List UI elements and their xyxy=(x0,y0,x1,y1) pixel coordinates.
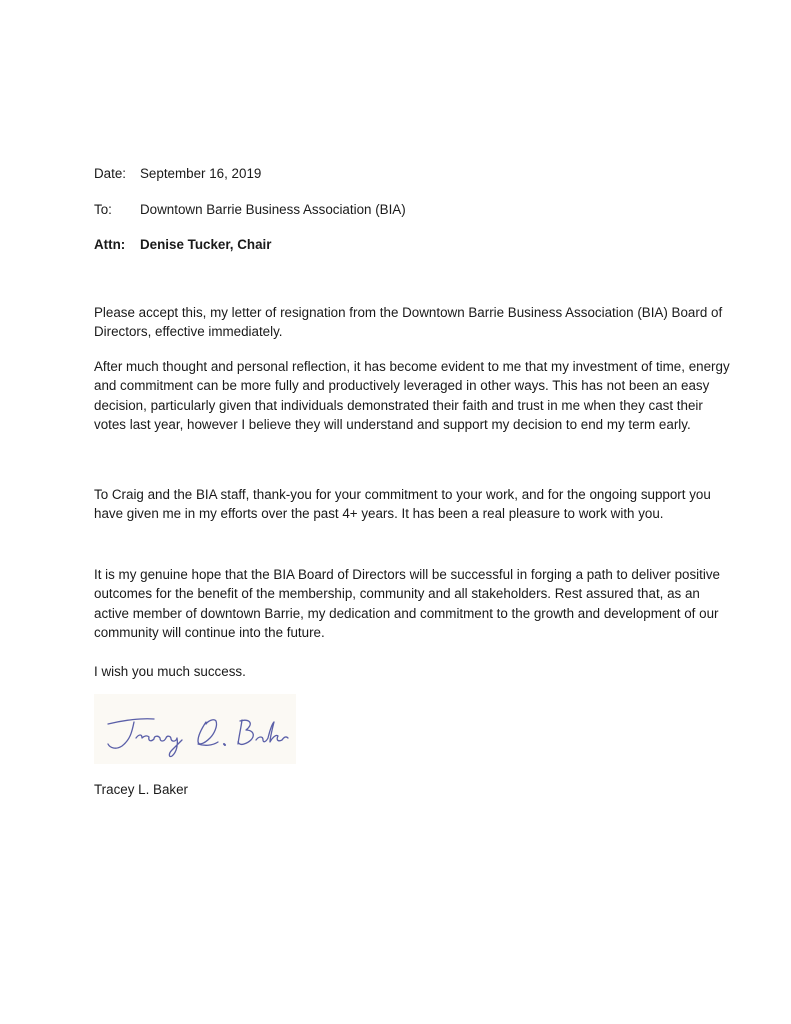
to-label: To: xyxy=(94,202,112,217)
to-line xyxy=(94,202,406,218)
body-paragraph-2: After much thought and personal reflection, it has become evident to me that my investment of time, energy and commitment can be more fully and productively leveraged in other ways. This has not been an easy decision, particularly given that individuals demonstrated their faith and trust in me when they cast their votes last year, however I believe they will understand and support my decision to end my term early. xyxy=(94,359,730,433)
signer-name: Tracey L. Baker xyxy=(94,782,189,797)
date-value: September 16, 2019 xyxy=(140,166,262,181)
date-label: Date: xyxy=(94,166,127,181)
body-paragraph-3: To Craig and the BIA staff, thank-you for your commitment to your work, and for the ongoing support you have given me in my efforts over the past 4+ years. It has been a real pleasure to work with you. xyxy=(94,487,711,522)
body-paragraph-1: Please accept this, my letter of resignation from the Downtown Barrie Business Association (BIA) Board of Directors, effective immediately. xyxy=(94,305,723,340)
closing-line: I wish you much success. xyxy=(94,664,246,679)
attn-line xyxy=(94,237,271,253)
attn-value: Denise Tucker, Chair xyxy=(140,237,272,252)
to-value: Downtown Barrie Business Association (BIA) xyxy=(140,202,406,217)
attn-label: Attn: xyxy=(94,237,126,252)
signature-drawing xyxy=(94,694,296,764)
date-line xyxy=(94,166,261,182)
handwritten-signature xyxy=(94,694,296,764)
body-paragraph-4: It is my genuine hope that the BIA Board of Directors will be successful in forging a path to deliver positive outcomes for the benefit of the membership, community and all stakeholders. Rest assured that, as an active member of downtown Barrie, my dedication and commitment to the growth and development of our community will continue into the future. xyxy=(94,567,720,641)
